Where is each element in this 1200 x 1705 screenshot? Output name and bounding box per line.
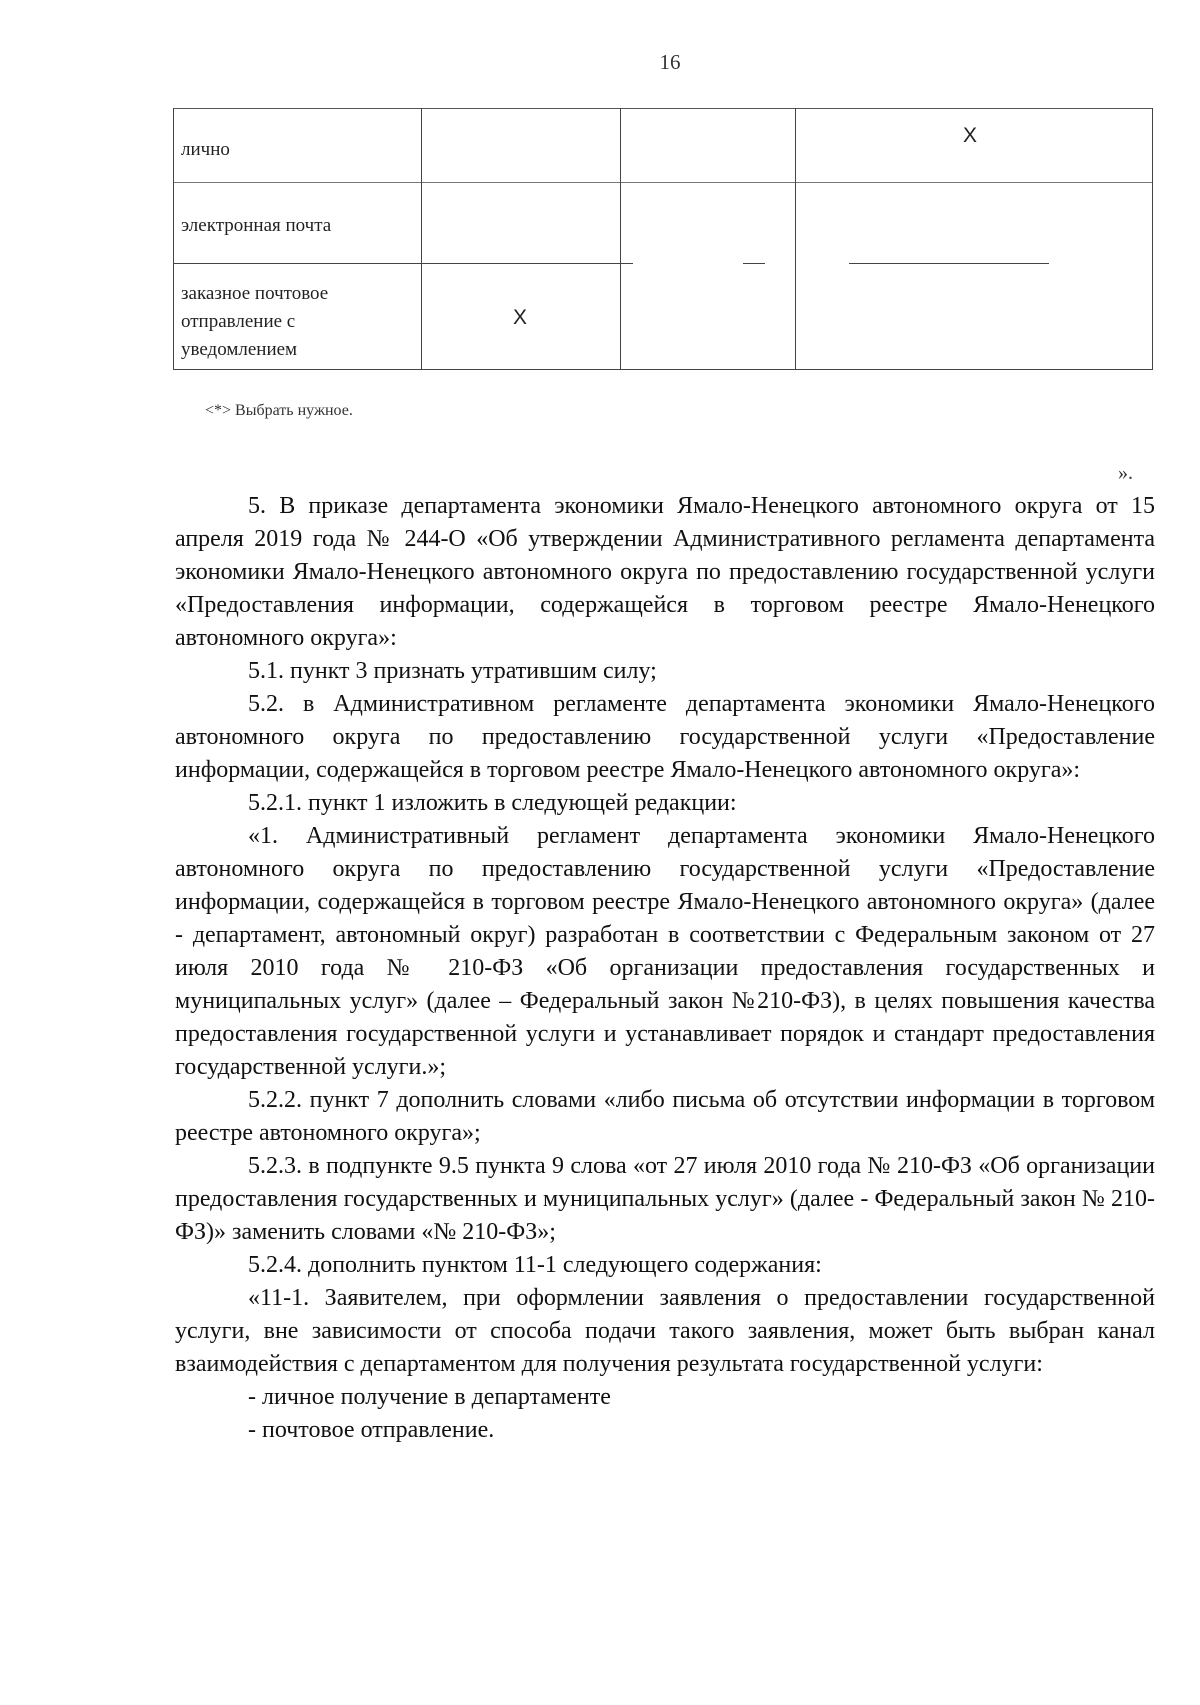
paragraph: 5. В приказе департамента экономики Ямало-Ненецкого автономного округа от 15 апреля 2019 года № 244-О «Об утверждении Административного регламента департамента экономики Ямало-Ненецкого автономного округа по предоставлению государственной услуги «Предоставления информации, содержащейся в торговом реестре Ямало-Ненецкого автономного округа»: (175, 493, 1155, 651)
list-item: - личное получение в департаменте (248, 1384, 611, 1410)
table-row-label: электронная почта (181, 215, 332, 236)
checkmark-x: X (963, 124, 978, 147)
paragraph: 5.2.1. пункт 1 изложить в следующей редакции: (248, 790, 737, 816)
paragraph: 5.2.4. дополнить пунктом 11-1 следующего содержания: (248, 1252, 822, 1278)
paragraph: «1. Административный регламент департамента экономики Ямало-Ненецкого автономного округа по предоставлению государственной услуги «Предоставление информации, содержащейся в торговом реестре Ямало-Ненецкого автономного округа» (далее - департамент, автономный округ) разработан в соответствии с Федеральным законом от 27 июля 2010 года № 210-ФЗ «Об организации предоставления государственных и муниципальных услуг» (далее – Федеральный закон №210-ФЗ), в целях повышения качества предоставления государственной услуги и устанавливает порядок и стандарт предоставления государственной услуги.»; (175, 823, 1155, 1080)
table-row-label: лично (181, 139, 230, 160)
paragraph: 5.2. в Административном регламенте департамента экономики Ямало-Ненецкого автономного округа по предоставлению государственной услуги «Предоставление информации, содержащейся в торговом реестре Ямало-Ненецкого автономного округа»: (175, 691, 1155, 783)
table-row-label-line: уведомлением (181, 339, 298, 360)
paragraph: 5.2.3. в подпункте 9.5 пункта 9 слова «от 27 июля 2010 года № 210-ФЗ «Об организации предоставления государственных и муниципальных услуг» (далее - Федеральный закон № 210-ФЗ)» заменить словами «№ 210-ФЗ»; (175, 1153, 1155, 1245)
table-row-divider (173, 263, 633, 264)
table-bottom-border (173, 369, 1153, 370)
delivery-method-table (173, 108, 1153, 370)
document-body (175, 490, 1155, 1447)
table-row-divider (849, 263, 1049, 264)
table-column-divider (421, 108, 422, 370)
paragraph: 5.1. пункт 3 признать утратившим силу; (248, 658, 657, 684)
table-column-divider (620, 108, 621, 370)
table-column-divider (795, 108, 796, 370)
paragraph: «11-1. Заявителем, при оформлении заявления о предоставлении государственной услуги, вне зависимости от способа подачи такого заявления, может быть выбран канал взаимодействия с департаментом для получения результата государственной услуги: (175, 1285, 1155, 1377)
checkmark-x: X (513, 306, 528, 329)
table-row-divider (743, 263, 765, 264)
table-top-border (173, 108, 1153, 109)
table-row-divider (173, 182, 1153, 183)
paragraph: 5.2.2. пункт 7 дополнить словами «либо письма об отсутствии информации в торговом реестре автономного округа»; (175, 1087, 1155, 1146)
list-item: - почтовое отправление. (248, 1417, 495, 1443)
table-row-label-line: отправление с (181, 311, 296, 332)
table-left-border (173, 108, 174, 370)
closing-quote: ». (1118, 462, 1133, 484)
table-right-border (1152, 108, 1153, 370)
footnote: <*> Выбрать нужное. (205, 402, 353, 419)
page-number: 16 (659, 50, 681, 74)
table-row-label-line: заказное почтовое (181, 283, 329, 304)
